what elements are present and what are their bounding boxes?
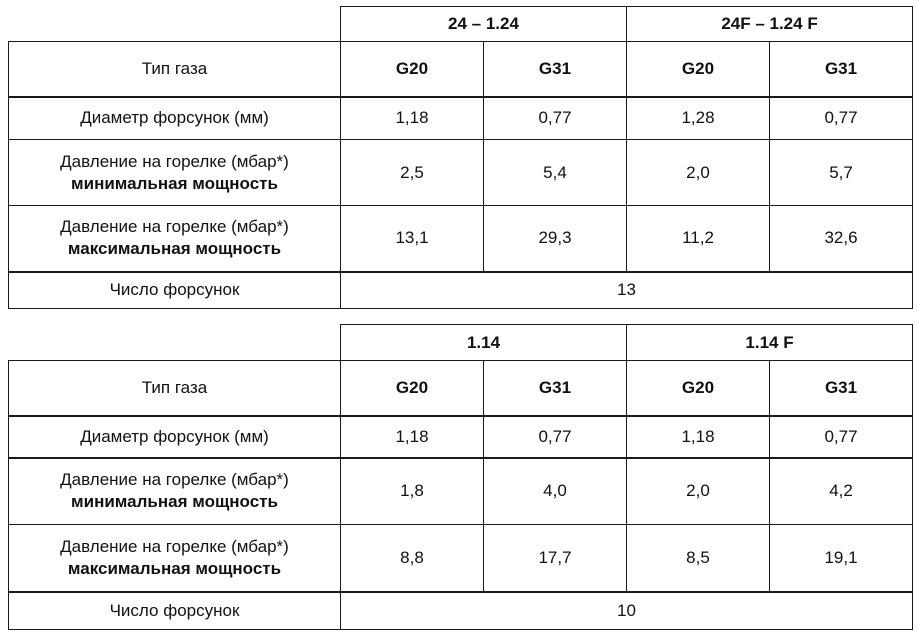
- gas-header: G20: [627, 361, 770, 416]
- value-cell: 2,5: [341, 140, 484, 206]
- value-cell: 32,6: [770, 206, 913, 272]
- value-cell: 0,77: [770, 416, 913, 458]
- value-cell: 19,1: [770, 525, 913, 592]
- table-row: [9, 458, 913, 525]
- value-cell: 29,3: [484, 206, 627, 272]
- model-header-row: [9, 7, 913, 42]
- row-label-text: Давление на горелке (мбар*): [60, 470, 289, 490]
- value-cell: 1,18: [341, 97, 484, 140]
- row-label-qualifier: минимальная мощность: [71, 173, 278, 193]
- value-cell: 8,5: [627, 525, 770, 592]
- gas-header: G31: [770, 42, 913, 97]
- nozzle-count-row: [9, 272, 913, 309]
- model-group-header: 24F – 1.24 F: [627, 7, 913, 42]
- value-cell: 13,1: [341, 206, 484, 272]
- value-cell: 5,4: [484, 140, 627, 206]
- table-row: [9, 206, 913, 272]
- nozzle-count-label: Число форсунок: [9, 272, 341, 309]
- gas-type-label: Тип газа: [9, 42, 341, 97]
- value-cell: 4,2: [770, 458, 913, 525]
- row-label: [9, 206, 341, 272]
- nozzle-count-value: 10: [341, 592, 913, 630]
- value-cell: 1,8: [341, 458, 484, 525]
- row-label-qualifier: максимальная мощность: [67, 558, 282, 578]
- row-label-text: Давление на горелке (мбар*): [60, 217, 289, 237]
- row-label-text: Давление на горелке (мбар*): [60, 151, 289, 171]
- value-cell: 0,77: [770, 97, 913, 140]
- gas-header: G31: [770, 361, 913, 416]
- gas-header: G31: [484, 42, 627, 97]
- table-row: [9, 140, 913, 206]
- nozzle-spec-table-2: [8, 324, 913, 630]
- gas-type-label: Тип газа: [9, 361, 341, 416]
- value-cell: 2,0: [627, 458, 770, 525]
- value-cell: 1,28: [627, 97, 770, 140]
- value-cell: 8,8: [341, 525, 484, 592]
- corner-cell: [9, 7, 341, 42]
- model-group-header: 1.14: [341, 325, 627, 361]
- value-cell: 5,7: [770, 140, 913, 206]
- row-label-text: Давление на горелке (мбар*): [60, 536, 289, 556]
- row-label-qualifier: минимальная мощность: [71, 492, 278, 512]
- value-cell: 17,7: [484, 525, 627, 592]
- row-label: [9, 525, 341, 592]
- corner-cell: [9, 325, 341, 361]
- value-cell: 1,18: [341, 416, 484, 458]
- nozzle-spec-table-1: [8, 6, 913, 309]
- value-cell: 1,18: [627, 416, 770, 458]
- model-group-header: 24 – 1.24: [341, 7, 627, 42]
- row-label: [9, 140, 341, 206]
- gas-header: G20: [627, 42, 770, 97]
- value-cell: 0,77: [484, 416, 627, 458]
- nozzle-count-row: [9, 592, 913, 630]
- value-cell: 4,0: [484, 458, 627, 525]
- model-group-header: 1.14 F: [627, 325, 913, 361]
- nozzle-count-label: Число форсунок: [9, 592, 341, 630]
- gas-header: G20: [341, 42, 484, 97]
- value-cell: 2,0: [627, 140, 770, 206]
- row-label: Диаметр форсунок (мм): [9, 97, 341, 140]
- gas-type-row: [9, 42, 913, 97]
- gas-header: G31: [484, 361, 627, 416]
- table-row: [9, 525, 913, 592]
- row-label-qualifier: максимальная мощность: [67, 239, 282, 259]
- model-header-row: [9, 325, 913, 361]
- row-label: [9, 458, 341, 525]
- row-label: Диаметр форсунок (мм): [9, 416, 341, 458]
- nozzle-count-value: 13: [341, 272, 913, 309]
- gas-header: G20: [341, 361, 484, 416]
- table-row: [9, 97, 913, 140]
- value-cell: 0,77: [484, 97, 627, 140]
- gas-type-row: [9, 361, 913, 416]
- value-cell: 11,2: [627, 206, 770, 272]
- table-row: [9, 416, 913, 458]
